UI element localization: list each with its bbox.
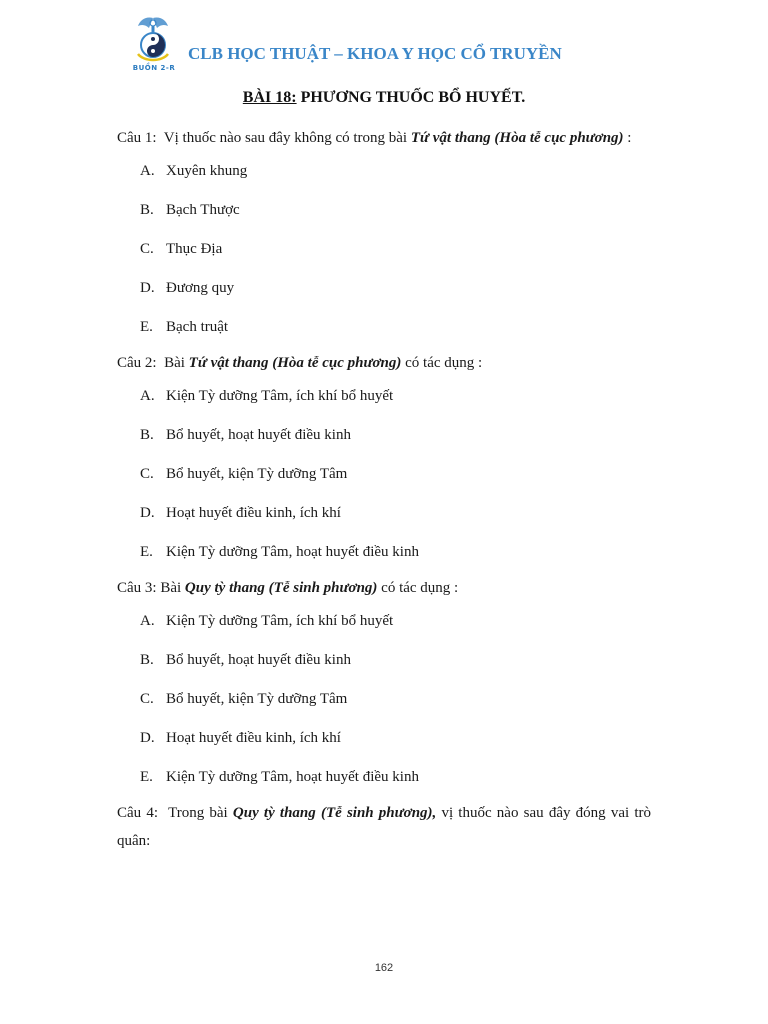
option-text: Bổ huyết, kiện Tỳ dưỡng Tâm	[166, 691, 348, 707]
question-prefix: Câu 3: Bài	[117, 580, 185, 596]
lesson-title	[0, 89, 768, 107]
club-title: CLB HỌC THUẬT – KHOA Y HỌC CỔ TRUYỀN	[188, 44, 562, 63]
option-text: Hoạt huyết điều kinh, ích khí	[166, 730, 341, 746]
answer-option	[117, 191, 651, 230]
remedy-name: Tứ vật thang (Hòa tễ cục phương)	[410, 130, 624, 146]
question-prefix: Câu 1: Vị thuốc nào sau đây không có trong bài	[117, 130, 411, 146]
document-header	[116, 14, 676, 78]
option-letter: E.	[140, 319, 153, 335]
answer-option	[117, 455, 651, 494]
option-text: Xuyên khung	[166, 163, 248, 179]
remedy-name: Tứ vật thang (Hòa tễ cục phương)	[188, 355, 402, 371]
option-text: Bạch Thược	[166, 202, 240, 218]
question-3	[117, 574, 651, 602]
question-suffix: có tác dụng :	[377, 580, 459, 596]
answer-option	[117, 719, 651, 758]
option-letter: C.	[140, 466, 154, 482]
lesson-name: PHƯƠNG THUỐC BỔ HUYẾT.	[296, 89, 526, 106]
option-letter: A.	[140, 163, 155, 179]
remedy-name: Quy tỳ thang (Tễ sinh phương),	[232, 805, 437, 821]
option-letter: D.	[140, 280, 155, 296]
option-text: Bổ huyết, hoạt huyết điều kinh	[166, 652, 351, 668]
answer-option	[117, 641, 651, 680]
answer-option	[117, 602, 651, 641]
option-text: Kiện Tỳ dưỡng Tâm, hoạt huyết điều kinh	[166, 544, 419, 560]
option-letter: A.	[140, 613, 155, 629]
question-2	[117, 349, 651, 377]
option-letter: E.	[140, 544, 153, 560]
option-letter: B.	[140, 652, 154, 668]
answer-option	[117, 758, 651, 797]
answer-option	[117, 533, 651, 572]
option-text: Thục Địa	[166, 241, 223, 257]
option-letter: A.	[140, 388, 155, 404]
question-suffix: vị thuốc nào sau đây đóng vai trò quân:	[117, 805, 655, 849]
answer-option	[117, 269, 651, 308]
option-letter: E.	[140, 769, 153, 785]
option-letter: C.	[140, 691, 154, 707]
answer-option	[117, 152, 651, 191]
question-list	[117, 124, 655, 855]
logo-text: BUỒN 2-R	[132, 64, 176, 72]
question-prefix: Câu 4: Trong bài	[117, 805, 233, 821]
option-text: Kiện Tỳ dưỡng Tâm, ích khí bổ huyết	[166, 388, 394, 404]
option-letter: B.	[140, 202, 154, 218]
option-letter: D.	[140, 505, 155, 521]
option-text: Hoạt huyết điều kinh, ích khí	[166, 505, 341, 521]
question-prefix: Câu 2: Bài	[117, 355, 189, 371]
option-text: Kiện Tỳ dưỡng Tâm, hoạt huyết điều kinh	[166, 769, 419, 785]
lesson-number: BÀI 18:	[242, 89, 297, 106]
answer-option	[117, 230, 651, 269]
option-text: Bổ huyết, hoạt huyết điều kinh	[166, 427, 351, 443]
question-1	[117, 124, 651, 152]
answer-option	[117, 680, 651, 719]
question-4	[117, 799, 655, 855]
answer-option	[117, 377, 651, 416]
option-text: Bổ huyết, kiện Tỳ dưỡng Tâm	[166, 466, 348, 482]
page-number: 162	[374, 962, 394, 974]
remedy-name: Quy tỳ thang (Tễ sinh phương)	[184, 580, 378, 596]
option-text: Bạch truật	[166, 319, 229, 335]
option-text: Đương quy	[166, 280, 235, 296]
answer-option	[117, 308, 651, 347]
option-letter: C.	[140, 241, 154, 257]
question-suffix: :	[623, 130, 632, 146]
question-suffix: có tác dụng :	[401, 355, 483, 371]
option-text: Kiện Tỳ dưỡng Tâm, ích khí bổ huyết	[166, 613, 394, 629]
option-letter: D.	[140, 730, 155, 746]
answer-option	[117, 494, 651, 533]
answer-option	[117, 416, 651, 455]
option-letter: B.	[140, 427, 154, 443]
